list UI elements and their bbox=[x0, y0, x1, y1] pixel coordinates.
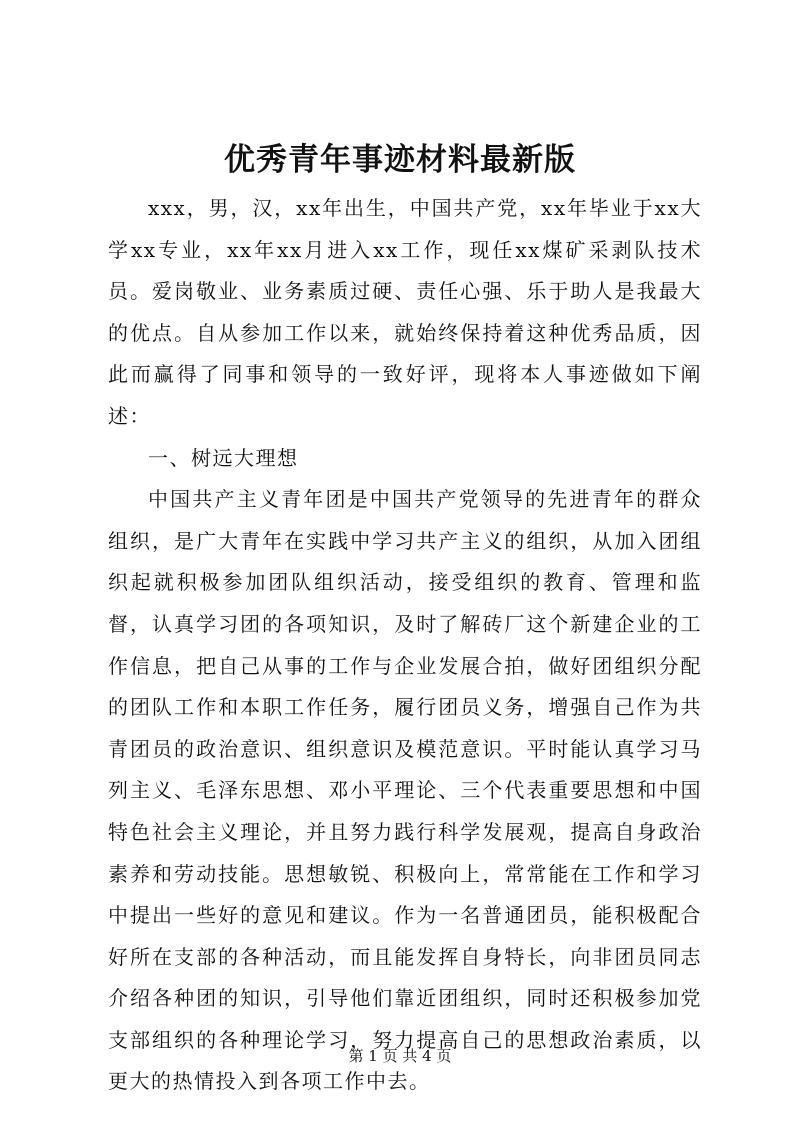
section-paragraph: 中国共产主义青年团是中国共产党领导的先进青年的群众组织，是广大青年在实践中学习共产主义的组织，从加入团组织起就积极参加团队组织活动，接受组织的教育、管理和监督，认真学习团的各项知识，及时了解砖厂这个新建企业的工作信息，把自己从事的工作与企业发展合拍，做好团组织分配的团队工作和本职工作任务，履行团员义务，增强自己作为共青团员的政治意识、组织意识及模范意识。平时能认真学习马列主义、毛泽东思想、邓小平理论、三个代表重要思想和中国特色社会主义理论，并且努力践行科学发展观，提高自身政治素养和劳动技能。思想敏锐、积极向上，常常能在工作和学习中提出一些好的意见和建议。作为一名普通团员，能积极配合好所在支部的各种活动，而且能发挥自身特长，向非团员同志介绍各种团的知识，引导他们靠近团组织，同时还积极参加党支部组织的各种理论学习，努力提高自己的思想政治素质，以更大的热情投入到各项工作中去。 bbox=[108, 487, 702, 1094]
document-title: 优秀青年事迹材料最新版 bbox=[224, 142, 576, 178]
intro-paragraph: xxx，男，汉，xx年出生，中国共产党，xx年毕业于xx大学xx专业，xx年xx月进入xx工作，现任xx煤矿采剥队技术员。爱岗敬业、业务素质过硬、责任心强、乐于助人是我最大的优点。自从参加工作以来，就始终保持着这种优秀品质，因此而赢得了同事和领导的一致好评，现将本人事迹做如下阐述： bbox=[108, 196, 702, 428]
document-body bbox=[108, 188, 702, 1103]
page-number-footer: 第 1 页 共 4 页 bbox=[348, 1047, 452, 1065]
section-heading: 一、树远大理想 bbox=[148, 445, 299, 470]
